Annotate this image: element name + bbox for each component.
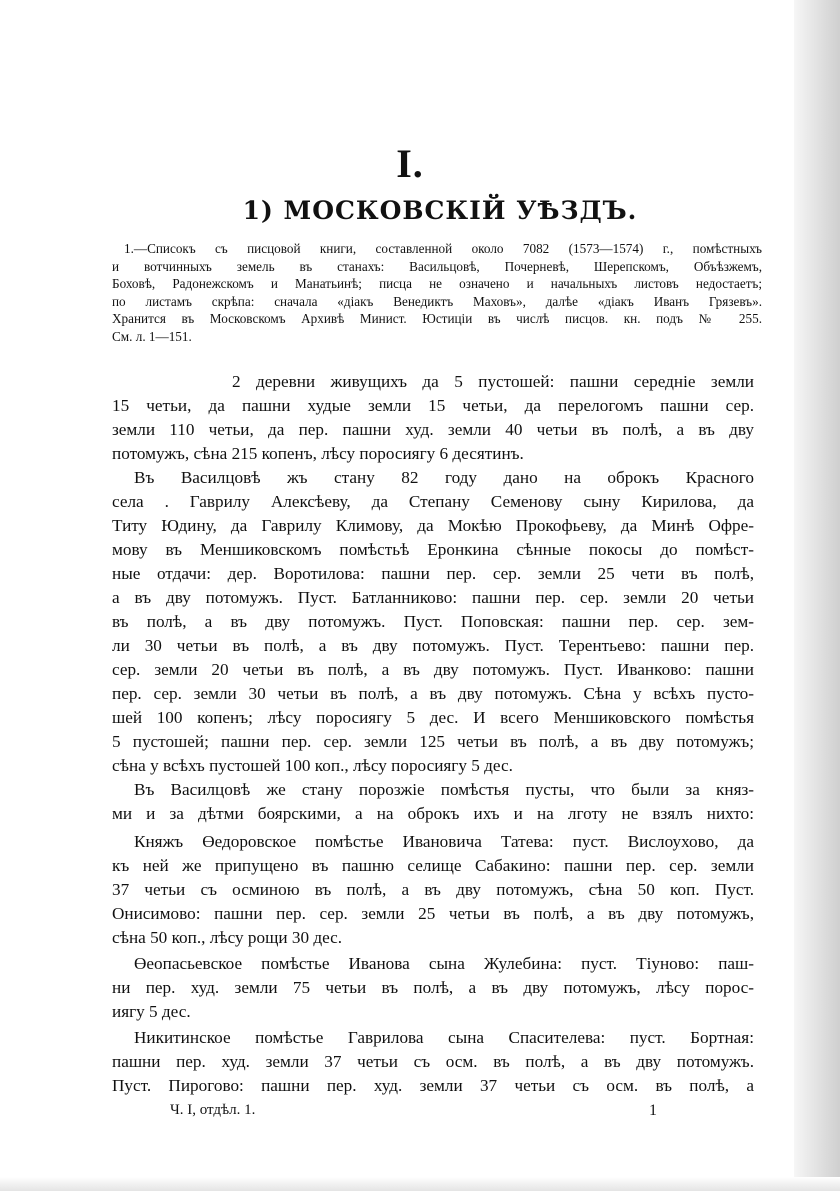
- body-line: Въ Василцовѣ же стану порозжіе помѣстья пусты, что были за княз-: [134, 780, 754, 799]
- body-line: 15 четьи, да пашни худые земли 15 четьи, да перелогомъ пашни сер.: [112, 396, 754, 415]
- body-line: потомужъ, сѣна 215 копенъ, лѣсу поросиягу 6 десятинъ.: [112, 444, 524, 463]
- body-line: 2 деревни живущихъ да 5 пустошей: пашни середніе земли: [232, 372, 754, 391]
- body-line: села . Гаврилу Алексѣеву, да Степану Семенову сыну Кирилова, да: [112, 492, 754, 511]
- printer-signature: Ч. I, отдѣл. 1.: [170, 1102, 256, 1118]
- source-note-line: по листамъ скрѣпа: сначала «діакъ Венедиктъ Маховъ», далѣе «діакъ Иванъ Грязевъ».: [112, 293, 762, 309]
- body-line: въ полѣ, а въ дву потомужъ. Пуст. Поповская: пашни пер. сер. зем-: [112, 612, 754, 631]
- page-bottom-shadow: [0, 1177, 840, 1191]
- page-number: 1: [649, 1102, 657, 1119]
- part-number: I.: [396, 141, 424, 186]
- body-line: ни пер. худ. земли 75 четьи въ полѣ, а въ дву потомужъ, лѣсу порос-: [112, 978, 754, 997]
- body-line: мову въ Меншиковскомъ помѣстьѣ Еронкина сѣнные покосы до помѣст-: [112, 540, 754, 559]
- body-line: ми и за дѣтми боярскими, а на оброкъ ихъ и на лготу не взялъ нихто:: [112, 804, 754, 823]
- body-line: сер. земли 20 четьи въ полѣ, а въ дву потомужъ. Пуст. Иванково: пашни: [112, 660, 754, 679]
- body-line: Никитинское помѣстье Гаврилова сына Спасителева: пуст. Бортная:: [134, 1028, 754, 1047]
- body-line: Онисимово: пашни пер. сер. земли 25 четьи въ полѣ, а въ дву потомужъ,: [112, 904, 754, 923]
- body-line: Княжъ Өедоровское помѣстье Ивановича Татева: пуст. Вислоухово, да: [134, 832, 754, 851]
- body-line: шей 100 копенъ; лѣсу поросиягу 5 дес. И всего Меншиковского помѣстья: [112, 708, 754, 727]
- source-note: [112, 240, 762, 345]
- body-line: земли 110 четьи, да пер. пашни худ. земли 40 четьи въ полѣ, а въ дву: [112, 420, 754, 439]
- body-line: сѣна 50 коп., лѣсу рощи 30 дес.: [112, 928, 343, 947]
- body-line: ные отдачи: дер. Воротилова: пашни пер. сер. земли 25 чети въ полѣ,: [112, 564, 754, 583]
- body-line: Өеопасьевское помѣстье Иванова сына Жулебина: пуст. Тіуново: паш-: [134, 954, 754, 973]
- body-line: 5 пустошей; пашни пер. сер. земли 125 четьи въ полѣ, а въ дву потомужъ;: [112, 732, 754, 751]
- page-edge-shadow: [794, 0, 840, 1191]
- body-line: къ ней же припущено въ пашню селище Сабакино: пашни пер. сер. земли: [112, 856, 754, 875]
- body-line: Титу Юдину, да Гаврилу Климову, да Мокѣю Прокофьеву, да Минѣ Офре-: [112, 516, 754, 535]
- body-line: пер. сер. земли 30 четьи въ полѣ, а въ дву потомужъ. Сѣна у всѣхъ пусто-: [112, 684, 754, 703]
- body-line: сѣна у всѣхъ пустошей 100 коп., лѣсу поросиягу 5 дес.: [112, 756, 513, 775]
- body-line: Пуст. Пирогово: пашни пер. худ. земли 37 четьи съ осм. въ полѣ, а: [112, 1076, 754, 1095]
- source-note-line: 1.—Списокъ съ писцовой книги, составленной около 7082 (1573—1574) г., помѣстныхъ: [124, 241, 762, 256]
- body-line: 37 четьи съ осминою въ полѣ, а въ дву потомужъ, сѣна 50 коп. Пуст.: [112, 880, 754, 899]
- body-line: иягу 5 дес.: [112, 1002, 191, 1021]
- body-line: ли 30 четьи въ полѣ, а въ дву потомужъ. Пуст. Терентьево: пашни пер.: [112, 636, 754, 655]
- source-note-line: См. л. 1—151.: [112, 328, 192, 344]
- body-line: а въ дву потомужъ. Пуст. Батланниково: пашни пер. сер. земли 20 четьи: [112, 588, 754, 607]
- source-note-line: Боховѣ, Радонежскомъ и Манатьинѣ; писца не означено и начальныхъ листовъ недостаетъ;: [112, 276, 762, 291]
- source-note-line: и вотчинныхъ земель въ станахъ: Васильцовѣ, Почерневѣ, Шерепскомъ, Объѣзжемъ,: [112, 258, 762, 274]
- body-line: Въ Василцовѣ жъ стану 82 году дано на оброкъ Красного: [134, 468, 754, 487]
- chapter-title: 1) МОСКОВСКІЙ УѢЗДЪ.: [242, 196, 638, 225]
- source-note-line: Хранится въ Московскомъ Архивѣ Минист. Юстиціи въ числѣ писцов. кн. подъ № 255.: [112, 311, 762, 326]
- body-line: пашни пер. худ. земли 37 четьи съ осм. въ полѣ, а въ дву потомужъ.: [112, 1052, 754, 1071]
